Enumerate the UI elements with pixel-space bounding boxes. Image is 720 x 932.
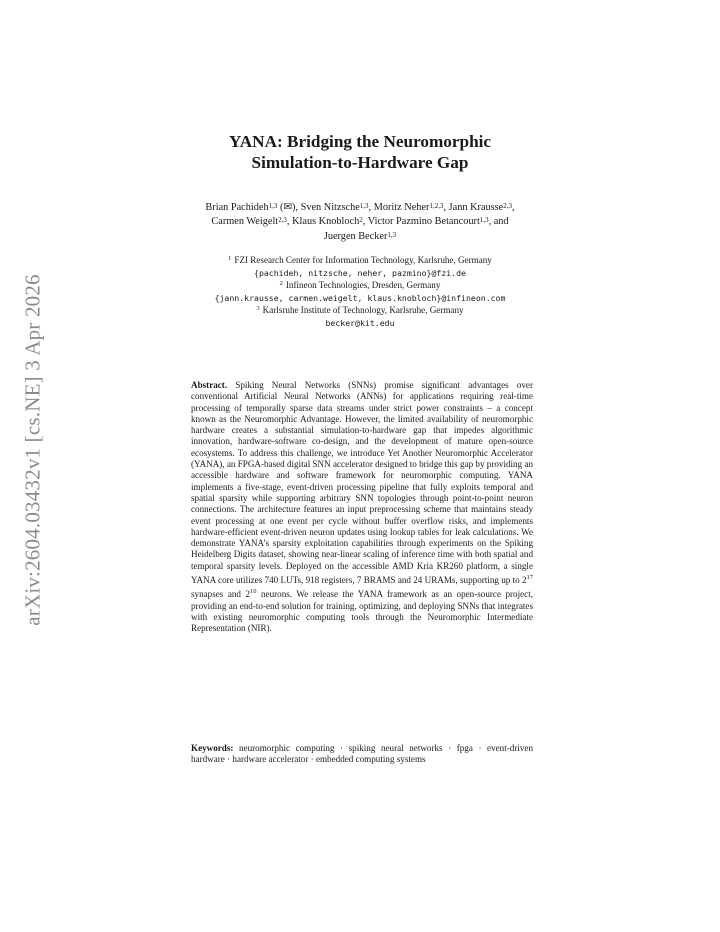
- affiliation-3: [150, 304, 570, 317]
- author-affil-sup: 1,3: [359, 202, 369, 210]
- affiliation-name: Infineon Technologies, Dresden, Germany: [285, 280, 441, 291]
- title-line-1: YANA: Bridging the Neuromorphic: [228, 132, 492, 151]
- author-sep: (✉),: [277, 202, 301, 213]
- author-name: Moritz Neher: [373, 202, 430, 213]
- author-name: Brian Pachideh: [205, 202, 269, 213]
- abstract-text: Spiking Neural Networks (SNNs) promise significant advantages over conventional Artificial Neural Networks (ANNs) for applications requiring real-time processing of temporally sparse data streams under strict power constraints – a concept known as the Neuromorphic Advantage. However, the limited availability of neuromorphic hardware creates a substantial simulation-to-hardware gap that impedes algorithmic innovation, hardware-software co-design, and the development of mature open-source ecosystems. To address this challenge, we introduce Yet Another Neuromorphic Accelerator (YANA), an FPGA-based digital SNN accelerator designed to bridge this gap by providing an accessible hardware and software framework for neuromorphic computing. YANA implements a five-stage, event-driven processing pipeline that fully exploits temporal and spatial sparsity while supporting arbitrary SNN topologies through point-to-point neuron connections. The architecture features an input preprocessing scheme that maintains steady event processing at one event per cycle without buffer overflow risks, and implements hardware-efficient event-driven neuron updates using lookup tables for leak calculations. We demonstrate YANA’s sparsity exploitation capabilities through experiments on the Spiking Heidelberg Digits dataset, showing near-linear scaling of inference time with both spatial and temporal sparsity levels. Deployed on the accessible AMD Kria KR260 platform, a single YANA core utilizes 740 LUTs, 918 registers, 7 BRAMS and 24 URAMs, supporting up to: [191, 380, 533, 586]
- abstract: [191, 380, 533, 635]
- affiliation-2: [150, 279, 570, 292]
- author-sep: , and: [488, 216, 509, 228]
- keywords-label: Keywords:: [191, 743, 234, 753]
- abstract-base: 2: [521, 575, 527, 586]
- author-sep: ,: [286, 216, 293, 228]
- author-name: Klaus Knobloch: [292, 216, 360, 228]
- author-name: Jann Krausse: [448, 202, 504, 213]
- author-name: Victor Pazmino Betancourt: [367, 216, 480, 228]
- author-sep: ,: [368, 202, 374, 213]
- author-affil-sup: 2: [359, 216, 363, 225]
- author-affil-sup: 1,2,3: [429, 202, 444, 210]
- abstract-label: Abstract.: [191, 380, 228, 390]
- affiliation-3-email: becker@kit.edu: [325, 317, 395, 328]
- affiliation-1-email: {pachideh, nitzsche, neher, pazmino}@fzi.de: [254, 267, 466, 278]
- affiliation-1: [150, 254, 570, 267]
- author-sep: ,: [443, 202, 449, 213]
- author-affil-sup: 1,3: [479, 216, 489, 225]
- author-affil-sup: 1,3: [268, 202, 278, 210]
- author-name: Carmen Weigelt: [211, 216, 279, 228]
- keywords: [191, 743, 533, 766]
- author-affil-sup: 2,3: [278, 216, 287, 225]
- affiliation-name: Karlsruhe Institute of Technology, Karlsruhe, Germany: [262, 305, 464, 316]
- abstract-exponent: 10: [250, 588, 257, 596]
- affiliations: [150, 254, 570, 330]
- author-sep: ,: [512, 202, 515, 213]
- paper-title: [130, 131, 590, 173]
- author-name: Juergen Becker: [323, 230, 388, 242]
- title-line-2: Simulation-to-Hardware Gap: [251, 153, 469, 172]
- author-list: [145, 201, 575, 244]
- author-affil-sup: 1,3: [387, 230, 397, 239]
- abstract-base: 2: [245, 589, 250, 600]
- affiliation-name: FZI Research Center for Information Technology, Karlsruhe, Germany: [234, 255, 492, 265]
- arxiv-identifier: arXiv:2604.03432v1 [cs.NE] 3 Apr 2026: [20, 274, 45, 626]
- abstract-exponent: 17: [526, 574, 533, 582]
- affiliation-number: 3: [256, 305, 260, 313]
- affiliation-number: 1: [228, 255, 232, 262]
- author-affil-sup: 2,3: [503, 202, 512, 210]
- keywords-text: neuromorphic computing · spiking neural networks · fpga · event-driven hardware · hardware accelerator · embedded computing systems: [191, 743, 533, 765]
- author-name: Sven Nitzsche: [300, 202, 360, 213]
- abstract-text-mid: synapses and: [191, 589, 246, 600]
- abstract-text-end: neurons. We release the YANA framework as an open-source project, providing an end-to-end solution for training, optimizing, and deploying SNNs that integrates with existing neuromorphic computing tools through the Neuromorphic Intermediate Representation (NIR).: [191, 589, 533, 634]
- author-sep: ,: [362, 216, 368, 228]
- affiliation-2-email: {jann.krausse, carmen.weigelt, klaus.knobloch}@infineon.com: [214, 292, 506, 303]
- affiliation-number: 2: [279, 280, 283, 288]
